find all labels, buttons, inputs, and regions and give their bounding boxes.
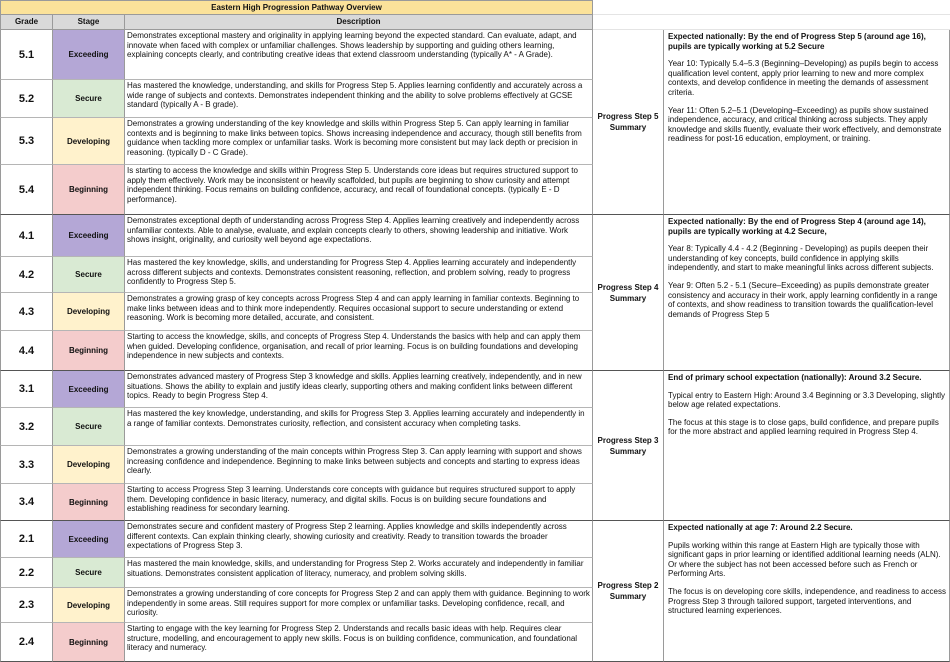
grade-cell: 2.1	[0, 521, 53, 558]
summary-paragraph: Year 10: Typically 5.4–5.3 (Beginning–Developing) as pupils begin to access qualification level content, apply prior learning to new and more complex contexts, and develop confidence in meeting the demands of assessment criteria.	[668, 59, 939, 97]
step-summary-notes	[664, 215, 950, 371]
expectation-heading: Expected nationally at age 7: Around 2.2 Secure.	[668, 523, 853, 532]
grade-cell: 3.2	[0, 408, 53, 446]
description-cell: Has mastered the key knowledge, understanding, and skills for Progress Step 3. Applies learning accurately and independently in a range of familiar contexts. Demonstrates curiosity, reflection, and consistent accuracy when completing tasks.	[125, 408, 593, 446]
stage-cell: Beginning	[53, 165, 125, 215]
stage-cell: Developing	[53, 446, 125, 484]
description-cell: Demonstrates a growing grasp of key concepts across Progress Step 4 and can apply learning in familiar contexts. Beginning to make links between ideas and to think more independently. Requires occasional support to secure understanding or extend reasoning. Work is becoming more detailed, accurate, and consistent.	[125, 293, 593, 331]
stage-cell: Beginning	[53, 331, 125, 371]
description-cell: Has mastered the knowledge, understanding, and skills for Progress Step 5. Applies learning confidently and accurately across a wide range of subjects and contexts. Demonstrates independent thinking and the ability to solve problems effectively at GCSE standard (typically A - B grade).	[125, 80, 593, 118]
description-cell: Has mastered the key knowledge, skills, and understanding for Progress Step 4. Applies learning accurately and independently across different subjects and contexts. Demonstrates consistent reasoning, reflection, and problem solving, ready to progress confidently to Progress Step 5.	[125, 257, 593, 293]
stage-cell: Exceeding	[53, 521, 125, 558]
description-cell: Starting to engage with the key learning for Progress Step 2. Understands and recalls basic ideas with help. Requires clear structure, modelling, and encouragement to apply new skills. Focus is on building confidence, communication, and foundational literacy and numeracy.	[125, 623, 593, 662]
expectation-heading: End of primary school expectation (nationally): Around 3.2 Secure.	[668, 373, 922, 382]
header-grade: Grade	[0, 15, 53, 30]
grade-cell: 4.2	[0, 257, 53, 293]
grade-cell: 3.3	[0, 446, 53, 484]
step-summary-notes	[664, 30, 950, 215]
header-stage: Stage	[53, 15, 125, 30]
summary-paragraph: The focus at this stage is to close gaps, build confidence, and prepare pupils for the more abstract and applied learning required in Progress Step 4.	[668, 417, 939, 437]
stage-cell: Secure	[53, 80, 125, 118]
stage-cell: Developing	[53, 293, 125, 331]
grade-cell: 4.3	[0, 293, 53, 331]
title-row-blank	[593, 0, 950, 15]
summary-paragraph: Pupils working within this range at Eastern High are typically those with significant gaps in prior learning or identified additional learning needs (ALN). Or where the subject has not been accessed before such as French or Performing Arts.	[668, 540, 941, 579]
grade-cell: 4.1	[0, 215, 53, 257]
summary-paragraph: Year 8: Typically 4.4 - 4.2 (Beginning - Developing) as pupils deepen their understanding of key concepts, build confidence in applying skills independently, and start to make meaningful links across different subjects.	[668, 244, 934, 273]
summary-paragraph: Year 9: Often 5.2 - 5.1 (Secure–Exceeding) as pupils demonstrate greater consistency and accuracy in their work, apply learning confidently in a range of contexts, and show readiness to transition towards the qualification-level demands of Progress Step 5	[668, 280, 938, 319]
stage-cell: Secure	[53, 257, 125, 293]
summary-paragraph: The focus is on developing core skills, independence, and readiness to access Progress Step 3 through tailored support, targeted interventions, and structured learning experiences.	[668, 586, 946, 616]
description-cell: Starting to access the knowledge, skills, and concepts of Progress Step 4. Understands the basics with help and can apply them when guided. Developing confidence, organisation, and recall of prior learning. Focus is on building foundations and developing independence in new subjects and contexts.	[125, 331, 593, 371]
description-cell: Demonstrates secure and confident mastery of Progress Step 2 learning. Applies knowledge and skills independently across different contexts. Can explain thinking clearly, showing curiosity and creativity. Ready to transition towards the broader expectations of Progress Step 3.	[125, 521, 593, 558]
header-description: Description	[125, 15, 593, 30]
stage-cell: Exceeding	[53, 371, 125, 408]
step-summary-notes	[664, 521, 950, 662]
grade-cell: 5.2	[0, 80, 53, 118]
grade-cell: 3.1	[0, 371, 53, 408]
expectation-heading: Expected nationally: By the end of Progress Step 4 (around age 14), pupils are typically working at 4.2 Secure,	[668, 217, 926, 236]
header-row-blank	[593, 15, 950, 30]
grade-cell: 5.3	[0, 118, 53, 165]
step-summary-label: Progress Step 4 Summary	[593, 215, 664, 371]
description-cell: Is starting to access the knowledge and skills within Progress Step 5. Understands core ideas but requires structured support to apply them effectively. Work may be inconsistent or heavily scaffolded, but pupils are beginning to show curiosity and attempt independent thinking. Focus remains on building confidence, accuracy, and recall of foundational concepts. (typically E - D performance).	[125, 165, 593, 215]
stage-cell: Developing	[53, 118, 125, 165]
description-cell: Starting to access Progress Step 3 learning. Understands core concepts with guidance but requires structured support to apply them. Developing confidence in basic literacy, numeracy, and digital skills. Focus is on building secure foundations and establishing readiness for secondary learning.	[125, 484, 593, 521]
grade-cell: 4.4	[0, 331, 53, 371]
description-cell: Demonstrates advanced mastery of Progress Step 3 knowledge and skills. Applies learning creatively, independently, and in new situations. Shows the ability to explain and justify ideas clearly, supporting others and making confident links between different topics. Ready to begin Progress Step 4.	[125, 371, 593, 408]
stage-cell: Beginning	[53, 623, 125, 662]
description-cell: Demonstrates exceptional depth of understanding across Progress Step 4. Applies learning creatively and independently across unfamiliar contexts. Able to analyse, evaluate, and explain concepts clearly to others, showing leadership and initiative. Work shows insight, originality, and curiosity well beyond age expectations.	[125, 215, 593, 257]
step-summary-notes	[664, 371, 950, 521]
stage-cell: Exceeding	[53, 30, 125, 80]
grade-cell: 5.4	[0, 165, 53, 215]
description-cell: Demonstrates a growing understanding of core concepts for Progress Step 2 and can apply them with guidance. Beginning to work independently in some areas. Still requires support for more complex or unfamiliar tasks. Developing confidence, recall, and curiosity.	[125, 588, 593, 623]
summary-paragraph: Year 11: Often 5.2–5.1 (Developing–Exceeding) as pupils show sustained independence, accuracy, and critical thinking across subjects. They apply knowledge and skills fluently, evaluate their work effectively, and demonstrate readiness for post-16 education, employment, or training.	[668, 105, 942, 144]
step-summary-label: Progress Step 2 Summary	[593, 521, 664, 662]
grade-cell: 2.2	[0, 558, 53, 588]
stage-cell: Exceeding	[53, 215, 125, 257]
stage-cell: Developing	[53, 588, 125, 623]
summary-paragraph: Typical entry to Eastern High: Around 3.4 Beginning or 3.3 Developing, slightly below age related expectations.	[668, 390, 946, 410]
sheet-title: Eastern High Progression Pathway Overview	[0, 0, 593, 15]
stage-cell: Secure	[53, 558, 125, 588]
description-cell: Demonstrates exceptional mastery and originality in applying learning beyond the expected standard. Can evaluate, adapt, and innovate when faced with complex or unfamiliar challenges. Shows leadership by supporting and guiding others learning, explaining concepts clearly, and contributing creative ideas that extend classroom understanding (typically A* - A Grade).	[125, 30, 593, 80]
grade-cell: 2.4	[0, 623, 53, 662]
expectation-heading: Expected nationally: By the end of Progress Step 5 (around age 16), pupils are typically working at 5.2 Secure	[668, 32, 926, 51]
description-cell: Demonstrates a growing understanding of the key knowledge and skills within Progress Step 5. Can apply learning in familiar contexts and is beginning to make links between topics. Shows increasing independence and accuracy, though still benefits from guidance when tackling more complex or unfamiliar tasks. Work is becoming more consistent but may lack depth or precision in reasoning. (typically D - C Grade).	[125, 118, 593, 165]
description-cell: Has mastered the main knowledge, skills, and understanding for Progress Step 2. Works accurately and independently in familiar situations. Demonstrates consistent application of literacy, numeracy, and problem solving skills.	[125, 558, 593, 588]
stage-cell: Beginning	[53, 484, 125, 521]
stage-cell: Secure	[53, 408, 125, 446]
description-cell: Demonstrates a growing understanding of the main concepts within Progress Step 3. Can apply learning with support and shows increasing confidence and independence. Beginning to make links between subjects and concepts and starting to express ideas clearly.	[125, 446, 593, 484]
grade-cell: 3.4	[0, 484, 53, 521]
step-summary-label: Progress Step 5 Summary	[593, 30, 664, 215]
grade-cell: 5.1	[0, 30, 53, 80]
step-summary-label: Progress Step 3 Summary	[593, 371, 664, 521]
grade-cell: 2.3	[0, 588, 53, 623]
